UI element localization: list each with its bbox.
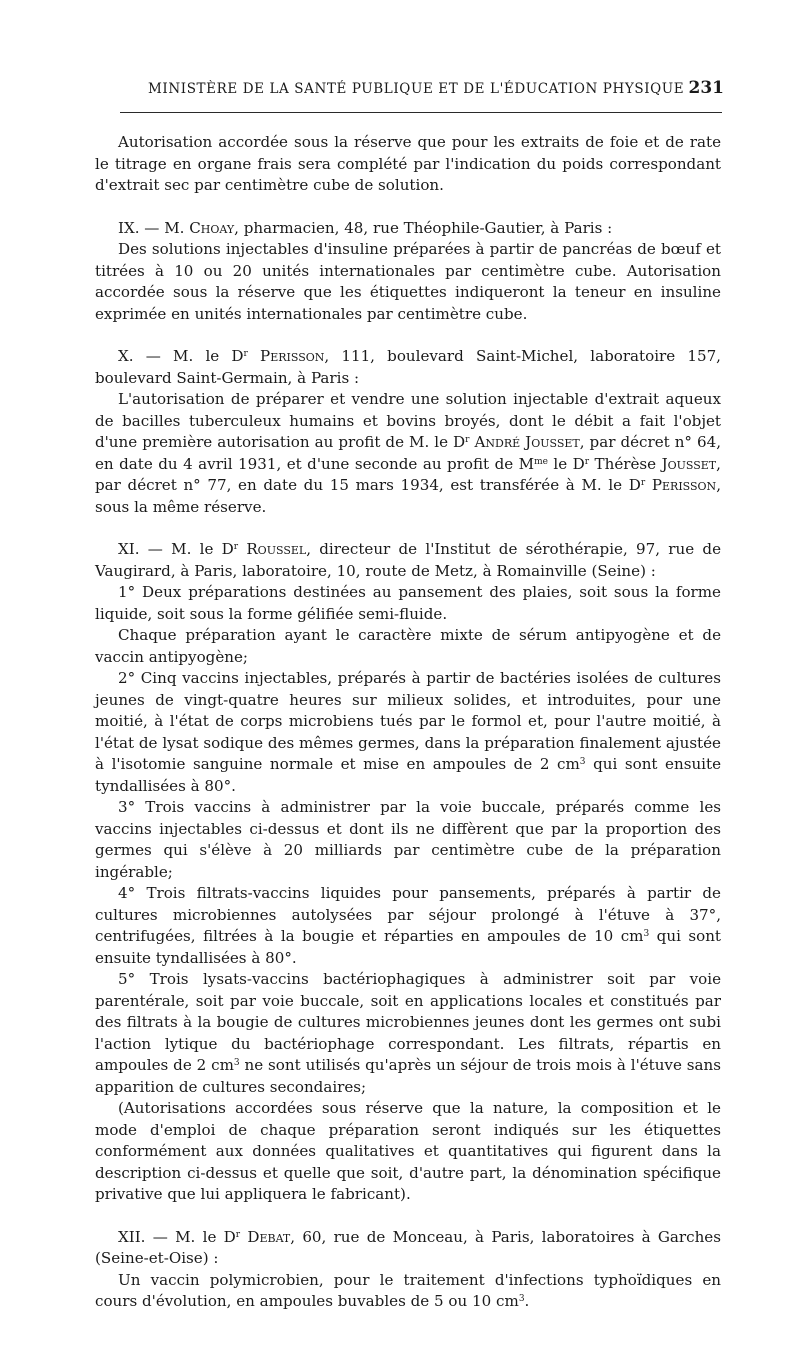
section-x-name-a: André Jousset xyxy=(469,433,580,451)
section-x-address: , 111, boulevard Saint-Michel, laboratoire 157, boulevard Saint-Germain, à Paris : xyxy=(95,347,721,387)
section-x-text-c: le D xyxy=(547,454,585,473)
section-xi-item-5-sup: 3 xyxy=(233,1058,240,1068)
section-xii-number: XII. — M. le D xyxy=(118,1227,236,1246)
section-x-text-a: L'autorisation de préparer et vendre une solution injectable d'extrait aqueux de bacilles tuberculeux humains et bovins broyés, dont le débit a fait l'objet d'une première autorisation au profit de M. le D xyxy=(95,390,721,451)
intro-paragraph: Autorisation accordée sous la réserve que pour les extraits de foie et de rate le titrage en organe frais sera complété par l'indication du poids correspondant d'extrait sec par centimètre cube de solution. xyxy=(95,133,721,194)
section-xii-text-b: . xyxy=(524,1292,530,1310)
section-xii-address: , 60, rue de Monceau, à Paris, laboratoires à Garches (Seine-et-Oise) : xyxy=(95,1227,721,1267)
section-x-number: X. — M. le D xyxy=(118,347,244,365)
section-ix-heading xyxy=(95,218,721,240)
section-xii-text xyxy=(95,1270,721,1313)
section-xi-item-2-sup: 3 xyxy=(579,757,586,767)
section-ix-number: IX. — M. xyxy=(118,218,190,237)
section-xi-item-4 xyxy=(95,883,721,969)
section-xi-address: , directeur de l'Institut de sérothérapie, 97, rue de Vaugirard, à Paris, laboratoire, 10, route de Metz, à Romainville (Seine) : xyxy=(95,540,721,580)
section-xii-text-a: Un vaccin polymicrobien, pour le traitement d'infections typhoïdiques en cours d'évolution, en ampoules buvables de 5 ou 10 cm xyxy=(95,1270,721,1310)
section-xi-item-2-b: qui sont ensuite tyndallisées à 80°. xyxy=(95,755,722,795)
section-xi-conditions: (Autorisations accordées sous réserve que la nature, la composition et le mode d'emploi de chaque préparation seront indiqués sur les étiquettes conformément aux données qualitatives et quantitatives qui figurent dans la description ci-dessus et quelle que soit, d'autre part, la dénomination spécifique privative que lui appliquera le fabricant). xyxy=(95,1099,721,1203)
section-xi-note: Chaque préparation ayant le caractère mixte de sérum antipyogène et de vaccin antipyogène; xyxy=(95,626,721,666)
section-xii-heading xyxy=(95,1227,721,1270)
section-xi-item-3: 3° Trois vaccins à administrer par la voie buccale, préparés comme les vaccins injectables ci-dessus et dont ils ne diffèrent que par la proportion des germes qui s'élève à 20 milliards par centimètre cube de la préparation ingérable; xyxy=(95,798,721,881)
section-xii-name: Debat xyxy=(240,1227,291,1246)
section-x-name-b: Jousset xyxy=(661,454,717,473)
header-rule xyxy=(120,112,722,113)
page-body xyxy=(95,132,721,1313)
section-xi-item-5-a: 5° Trois lysats-vaccins bactériophagiques à administrer soit par voie parentérale, soit par voie buccale, soit en applications locales et constitués par des filtrats à la bougie de cultures microbiennes jeunes dont les germes ont subi l'action lytique du bactériophage correspondant. Les filtrats, répartis en ampoules de 2 cm xyxy=(95,970,721,1074)
running-title: MINISTÈRE DE LA SANTÉ PUBLIQUE ET DE L'ÉDUCATION PHYSIQUE xyxy=(148,81,685,97)
section-x-sup-2: r xyxy=(584,456,590,467)
section-xi-name: Roussel xyxy=(238,540,307,558)
page-number: 231 xyxy=(688,78,724,98)
section-x-sup-3: r xyxy=(640,478,646,488)
section-x-text-e: , par décret n° 77, en date du 15 mars 1934, est transférée à M. le D xyxy=(95,454,721,494)
section-xii-sup: r xyxy=(235,1229,241,1240)
section-xi-sup: r xyxy=(233,542,239,552)
section-x-name: Perisson xyxy=(247,347,325,365)
section-x-text-b: , par décret n° 64, en date du 4 avril 1931, et d'une seconde au profit de M xyxy=(95,433,721,473)
section-x-heading xyxy=(95,346,721,389)
section-xi-item-4-b: qui sont ensuite tyndallisées à 80°. xyxy=(95,927,721,967)
section-xi-item-4-a: 4° Trois filtrats-vaccins liquides pour pansements, préparés à partir de cultures microbiennes autolysées par séjour prolongé à l'étuve à 37°, centrifugées, filtrées à la bougie et réparties en ampoules de 10 cm xyxy=(95,884,721,945)
page-header xyxy=(148,78,724,104)
section-xi-item-5 xyxy=(95,969,721,1098)
section-x-text xyxy=(95,389,721,518)
section-x-sup: r xyxy=(243,349,248,359)
section-xi-item-1: 1° Deux préparations destinées au pansement des plaies, soit sous la forme liquide, soit sous la forme gélifiée semi-fluide. xyxy=(95,583,721,623)
section-ix-text: Des solutions injectables d'insuline préparées à partir de pancréas de bœuf et titrées à 10 ou 20 unités internationales par centimètre cube. Autorisation accordée sous la réserve que les étiquettes indiqueront la teneur en insuline exprimée en unités internationales par centimètre cube. xyxy=(95,240,721,323)
section-xi-item-2 xyxy=(95,668,721,797)
section-xii-sup-3: 3 xyxy=(518,1294,525,1304)
section-x-name-c: Perisson xyxy=(645,476,717,494)
section-x-sup-me: me xyxy=(534,456,548,467)
section-x-text-f: , sous la même réserve. xyxy=(95,476,721,516)
section-xi-number: XI. — M. le D xyxy=(118,540,234,558)
section-ix-address: , pharmacien, 48, rue Théophile-Gautier, à Paris : xyxy=(234,218,613,237)
section-xi-item-5-b: ne sont utilisés qu'après un séjour de trois mois à l'étuve sans apparition de cultures secondaires; xyxy=(95,1056,721,1096)
section-xi-item-2-a: 2° Cinq vaccins injectables, préparés à partir de bactéries isolées de cultures jeunes de vingt-quatre heures sur milieux solides, et introduites, pour une moitié, à l'état de corps microbiens tués par le formol et, pour l'autre moitié, à l'état de lysat sodique des mêmes germes, dans la préparation finalement ajustée à l'isotomie sanguine normale et mise en ampoules de 2 cm xyxy=(95,669,721,773)
section-xi-item-4-sup: 3 xyxy=(643,929,650,939)
section-x-sup-1: r xyxy=(465,435,470,445)
section-ix-name: Choay xyxy=(189,218,235,237)
section-xi-heading xyxy=(95,539,721,582)
section-x-text-d: Thérèse xyxy=(589,454,662,473)
